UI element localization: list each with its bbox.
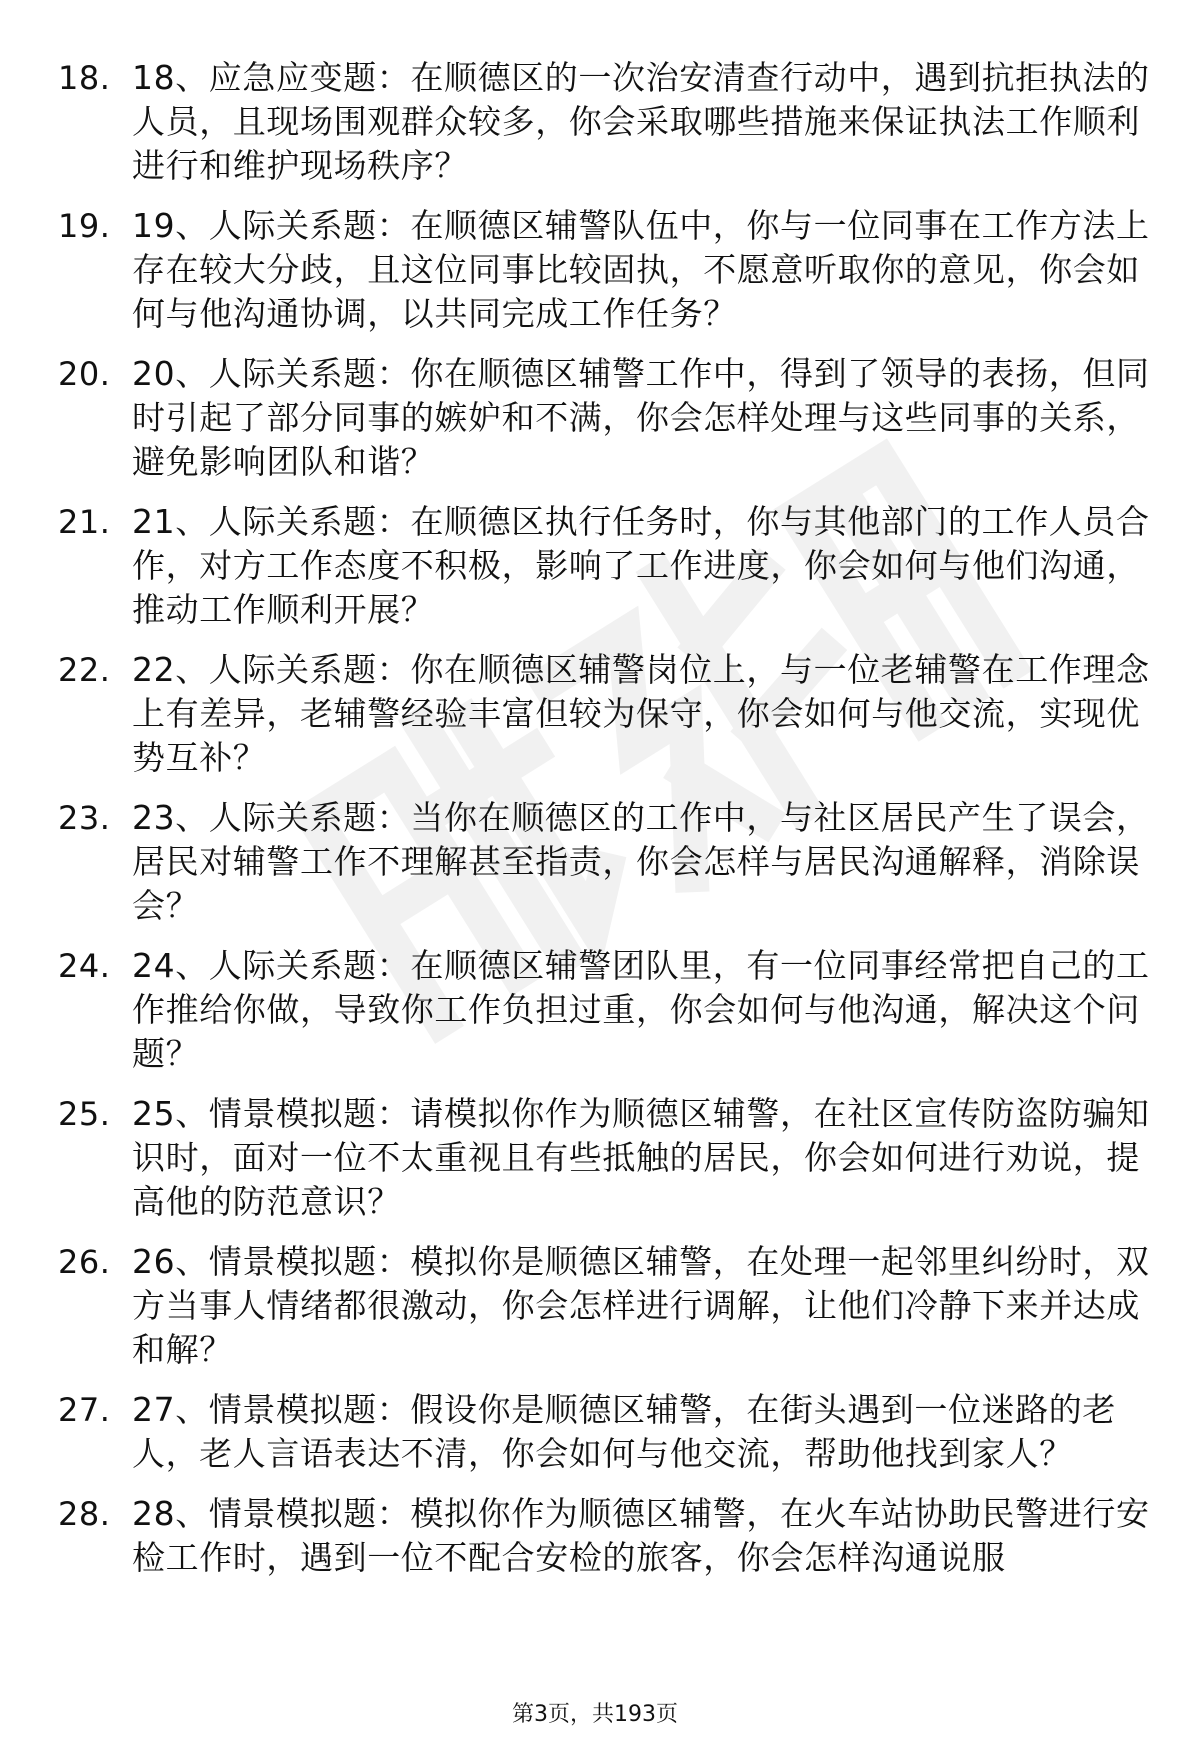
question-text: 25、情景模拟题：请模拟你作为顺德区辅警，在社区宣传防盗防骗知识时，面对一位不太重视且有些抵触的居民，你会如何进行劝说，提高他的防范意识？ bbox=[132, 1094, 1150, 1221]
question-item bbox=[0, 204, 1190, 336]
question-number: 27. bbox=[58, 1391, 111, 1429]
question-text: 20、人际关系题：你在顺德区辅警工作中，得到了领导的表扬，但同时引起了部分同事的嫉妒和不满，你会怎样处理与这些同事的关系，避免影响团队和谐？ bbox=[132, 354, 1150, 481]
question-item bbox=[0, 1240, 1190, 1372]
question-number: 25. bbox=[58, 1095, 111, 1133]
question-number: 23. bbox=[58, 799, 111, 837]
question-number: 19. bbox=[58, 207, 111, 245]
question-number: 22. bbox=[58, 651, 111, 689]
question-item bbox=[0, 500, 1190, 632]
question-item bbox=[0, 944, 1190, 1076]
question-number: 20. bbox=[58, 355, 111, 393]
question-text: 24、人际关系题：在顺德区辅警团队里，有一位同事经常把自己的工作推给你做，导致你工作负担过重，你会如何与他沟通，解决这个问题？ bbox=[132, 946, 1150, 1073]
question-number: 28. bbox=[58, 1495, 111, 1533]
question-text: 19、人际关系题：在顺德区辅警队伍中，你与一位同事在工作方法上存在较大分歧，且这位同事比较固执，不愿意听取你的意见，你会如何与他沟通协调，以共同完成工作任务？ bbox=[132, 206, 1150, 333]
question-text: 23、人际关系题：当你在顺德区的工作中，与社区居民产生了误会，居民对辅警工作不理解甚至指责，你会怎样与居民沟通解释，消除误会？ bbox=[132, 798, 1150, 925]
question-item bbox=[0, 648, 1190, 780]
question-list bbox=[0, 56, 1190, 1596]
question-text: 21、人际关系题：在顺德区执行任务时，你与其他部门的工作人员合作，对方工作态度不积极，影响了工作进度，你会如何与他们沟通，推动工作顺利开展？ bbox=[132, 502, 1150, 629]
question-item bbox=[0, 352, 1190, 484]
question-item bbox=[0, 1388, 1190, 1476]
question-text: 27、情景模拟题：假设你是顺德区辅警，在街头遇到一位迷路的老人，老人言语表达不清，你会如何与他交流，帮助他找到家人？ bbox=[132, 1390, 1116, 1473]
question-item bbox=[0, 56, 1190, 188]
question-number: 26. bbox=[58, 1243, 111, 1281]
page-footer: 第3页，共193页 bbox=[512, 1702, 678, 1727]
question-item bbox=[0, 1092, 1190, 1224]
question-number: 18. bbox=[58, 59, 111, 97]
question-item bbox=[0, 1492, 1190, 1580]
question-text: 18、应急应变题：在顺德区的一次治安清查行动中，遇到抗拒执法的人员，且现场围观群众较多，你会采取哪些措施来保证执法工作顺利进行和维护现场秩序？ bbox=[132, 58, 1150, 185]
question-text: 26、情景模拟题：模拟你是顺德区辅警，在处理一起邻里纠纷时，双方当事人情绪都很激动，你会怎样进行调解，让他们冷静下来并达成和解？ bbox=[132, 1242, 1150, 1369]
question-number: 21. bbox=[58, 503, 111, 541]
question-number: 24. bbox=[58, 947, 111, 985]
question-text: 28、情景模拟题：模拟你作为顺德区辅警，在火车站协助民警进行安检工作时，遇到一位不配合安检的旅客，你会怎样沟通说服 bbox=[132, 1494, 1150, 1577]
question-text: 22、人际关系题：你在顺德区辅警岗位上，与一位老辅警在工作理念上有差异，老辅警经验丰富但较为保守，你会如何与他交流，实现优势互补？ bbox=[132, 650, 1150, 777]
question-item bbox=[0, 796, 1190, 928]
